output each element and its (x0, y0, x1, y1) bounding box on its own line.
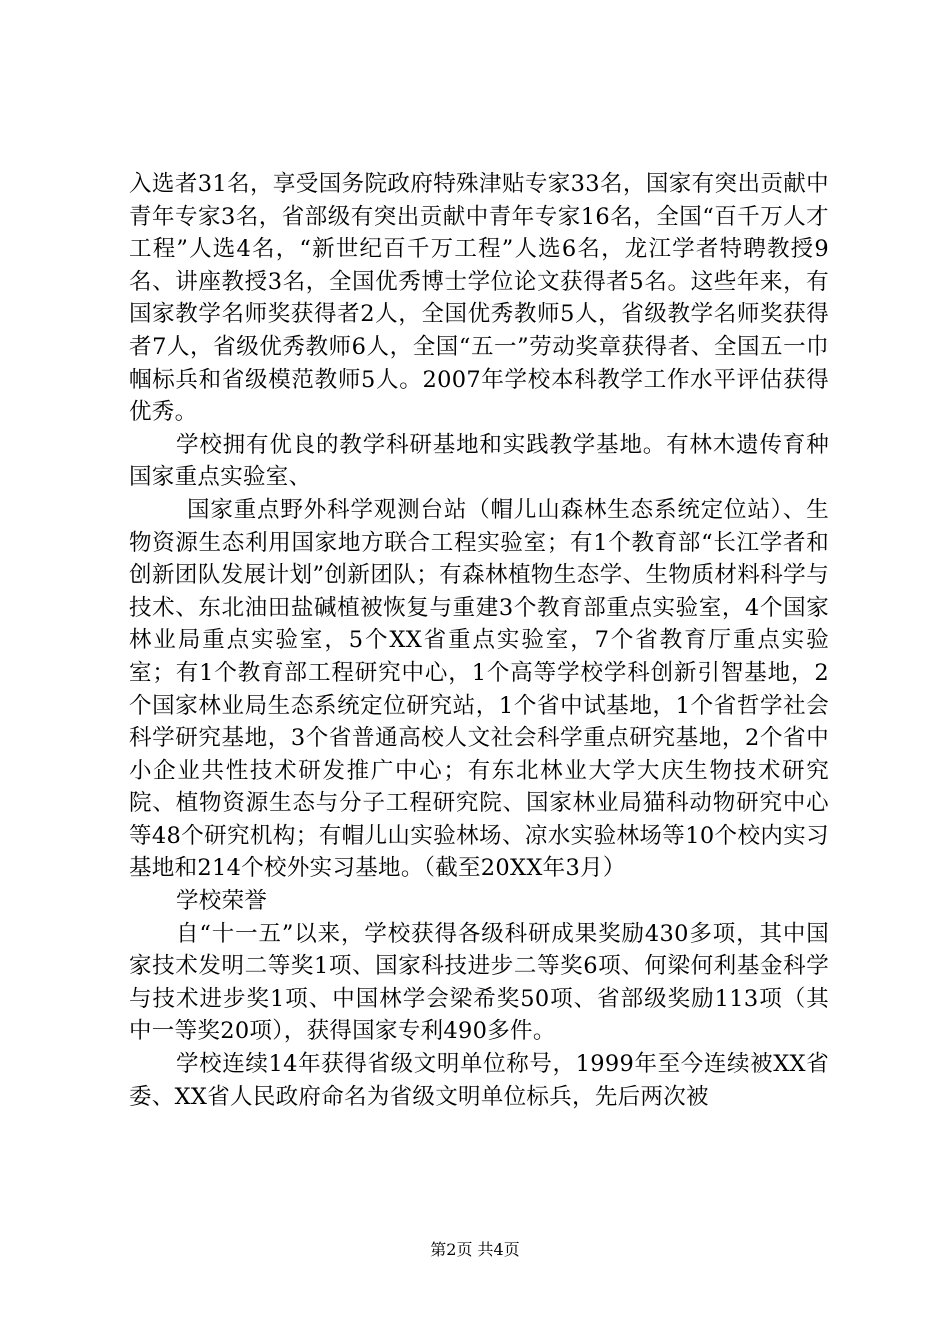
page-number-label: 第2页 共4页 (430, 1240, 520, 1259)
section-heading-school-honors: 学校荣誉 (176, 888, 268, 915)
paragraph-research-bases-detail: 国家重点野外科学观测台站（帽儿山森林生态系统定位站）、生物资源生态利用国家地方联合工程实验室；有1个教育部“长江学者和创新团队发展计划”创新团队；有森林植物生态学、生物质材料科学与技术、东北油田盐碱植被恢复与重建3个教育部重点实验室，4个国家林业局重点实验室，5个XX省重点实验室，7个省教育厅重点实验室；有1个教育部工程研究中心，1个高等学校学科创新引智基地，2个国家林业局生态系统定位研究站，1个省中试基地，1个省哲学社会科学研究基地，3个省普通高校人文社会科学重点研究基地，2个省中小企业共性技术研发推广中心；有东北林业大学大庆生物技术研究院、植物资源生态与分子工程研究院、国家林业局猫科动物研究中心等48个研究机构；有帽儿山实验林场、凉水实验林场等10个校内实习基地和214个校外实习基地。（截至20XX年3月） (129, 496, 829, 882)
paragraph-research-awards: 自“十一五”以来，学校获得各级科研成果奖励430多项，其中国家技术发明二等奖1项、国家科技进步二等奖6项、何梁何利基金科学与技术进步奖1项、中国林学会梁希奖50项、省部级奖励113项（其中一等奖20项），获得国家专利490多件。 (129, 920, 829, 1045)
document-body (129, 168, 829, 1113)
paragraph-talent-summary: 入选者31名，享受国务院政府特殊津贴专家33名，国家有突出贡献中青年专家3名，省部级有突出贡献中青年专家16名，全国“百千万人才工程”人选4名，“新世纪百千万工程”人选6名，龙江学者特聘教授9名、讲座教授3名，全国优秀博士学位论文获得者5名。这些年来，有国家教学名师奖获得者2人，全国优秀教师5人，省级教学名师奖获得者7人，省级优秀教师6人，全国“五一”劳动奖章获得者、全国五一巾帼标兵和省级模范教师5人。2007年学校本科教学工作水平评估获得优秀。 (129, 171, 829, 426)
page-footer (0, 1240, 950, 1260)
paragraph-civilization-titles: 学校连续14年获得省级文明单位称号，1999年至今连续被XX省委、XX省人民政府命名为省级文明单位标兵，先后两次被 (129, 1051, 829, 1110)
paragraph-research-bases-intro: 学校拥有优良的教学科研基地和实践教学基地。有林木遗传育种国家重点实验室、 (129, 431, 829, 491)
